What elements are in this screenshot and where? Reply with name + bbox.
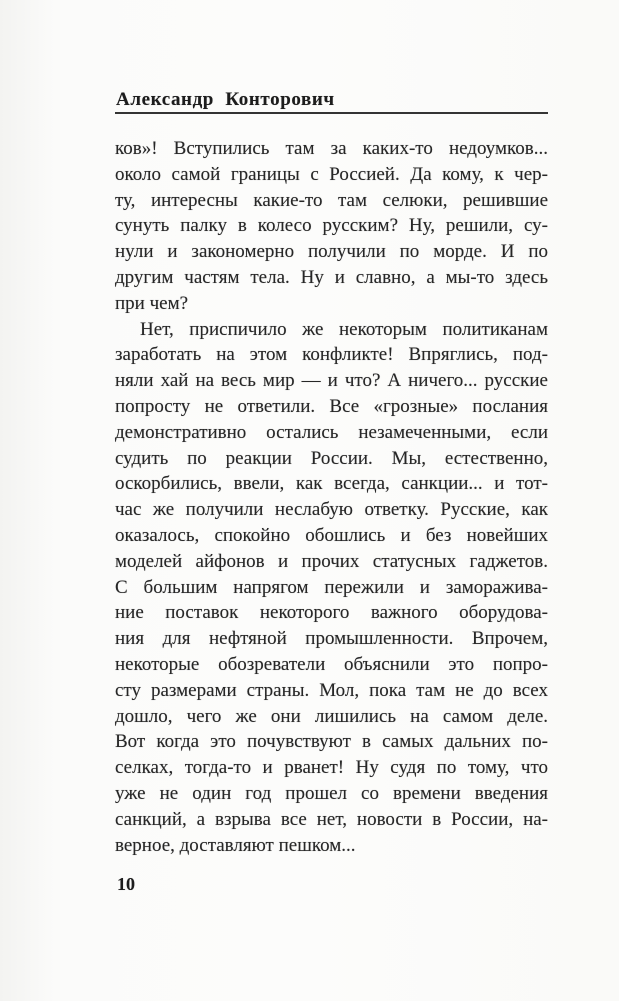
text-line: демонстративно остались незамеченными, если	[115, 421, 548, 443]
body-text	[115, 136, 548, 858]
text-line: дошло, чего же они лишились на самом деле.	[115, 705, 548, 727]
text-line: Вот когда это почувствуют в самых дальних по-	[115, 731, 548, 753]
header-rule	[115, 112, 548, 114]
running-header-author: Александр Конторович	[116, 89, 335, 110]
text-line: верное, доставляют пешком...	[115, 834, 356, 856]
text-line: ния для нефтяной промышленности. Впрочем,	[115, 628, 548, 650]
text-line: селках, тогда-то и рванет! Ну судя по тому, что	[115, 757, 548, 779]
text-line: при чем?	[115, 292, 189, 314]
text-line: сунуть палку в колесо русским? Ну, решили, су-	[115, 215, 548, 237]
text-line: ков»! Вступились там за каких-то недоумков...	[115, 138, 548, 159]
text-line: около самой границы с Россией. Да кому, к чер-	[115, 163, 548, 185]
text-line: Нет, приспичило же некоторым политиканам	[140, 318, 548, 340]
text-line: оказалось, спокойно обошлись и без новейших	[115, 524, 548, 546]
text-line: уже не один год прошел со времени введения	[115, 782, 548, 804]
text-line: некоторые обозреватели объяснили это попро-	[115, 653, 548, 675]
text-line: попросту не ответили. Все «грозные» послания	[115, 395, 548, 417]
text-line: С большим напрягом пережили и заморажива-	[115, 576, 548, 598]
text-line: заработать на этом конфликте! Впряглись, под-	[115, 344, 548, 366]
text-line: санкций, а взрыва все нет, новости в России, на-	[115, 808, 548, 830]
text-line: ту, интересны какие-то там селюки, решившие	[115, 189, 548, 211]
text-line: другим частям тела. Ну и славно, а мы-то здесь	[115, 266, 548, 288]
text-line: час же получили неслабую ответку. Русские, как	[115, 499, 548, 521]
page-number: 10	[117, 874, 135, 894]
text-line: оскорбились, ввели, как всегда, санкции... и тот-	[115, 473, 548, 495]
text-line: судить по реакции России. Мы, естественно,	[115, 447, 548, 469]
text-line: няли хай на весь мир — и что? А ничего... русские	[115, 370, 548, 392]
text-line: нули и закономерно получили по морде. И по	[115, 241, 548, 263]
text-line: ние поставок некоторого важного оборудова-	[115, 602, 548, 624]
text-line: моделей айфонов и прочих статусных гаджетов.	[115, 550, 548, 572]
text-line: сту размерами страны. Мол, пока там не до всех	[115, 679, 548, 701]
